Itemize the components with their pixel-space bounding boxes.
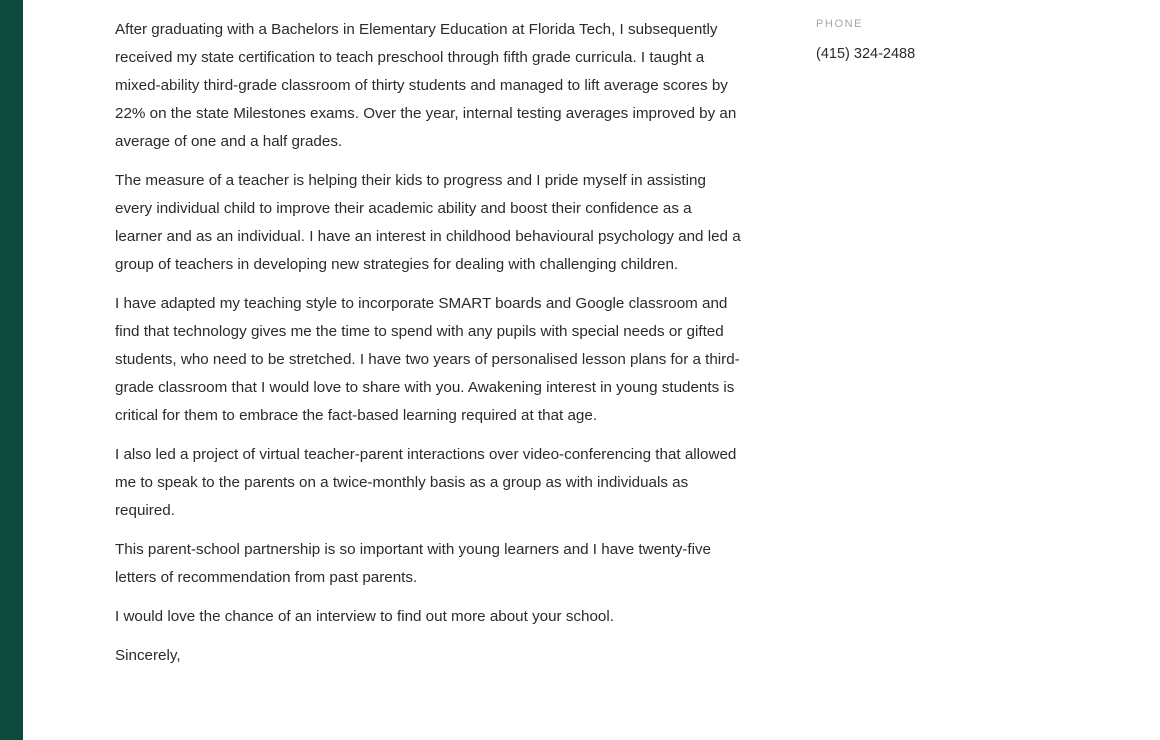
letter-body (115, 16, 743, 681)
phone-value: (415) 324-2488 (816, 46, 916, 62)
letter-closing: Sincerely, (115, 647, 181, 664)
letter-paragraph: After graduating with a Bachelors in Elementary Education at Florida Tech, I subsequently received my state certification to teach preschool through fifth grade curricula. I taught a mixed-ability third-grade classroom of thirty students and managed to lift average scores by 22% on the state Milestones exams. Over the year, internal testing averages improved by an average of one and a half grades. (115, 21, 737, 150)
letter-paragraph: I would love the chance of an interview to find out more about your school. (115, 608, 614, 625)
phone-label: PHONE (816, 18, 864, 30)
letter-paragraph: I have adapted my teaching style to incorporate SMART boards and Google classroom and find that technology gives me the time to spend with any pupils with special needs or gifted students, who need to be stretched. I have two years of personalised lesson plans for a third-grade classroom that I would love to share with you. Awakening interest in young students is critical for them to embrace the fact-based learning required at that age. (115, 295, 740, 424)
letter-paragraph: I also led a project of virtual teacher-parent interactions over video-conferencing that allowed me to speak to the parents on a twice-monthly basis as a group as with individuals as required. (115, 446, 737, 519)
letter-paragraph: The measure of a teacher is helping their kids to progress and I pride myself in assisting every individual child to improve their academic ability and boost their confidence as a learner and as an individual. I have an interest in childhood behavioural psychology and led a group of teachers in developing new strategies for dealing with challenging children. (115, 172, 741, 273)
accent-sidebar-bar (0, 0, 23, 740)
contact-sidebar (816, 16, 1116, 64)
letter-paragraph: This parent-school partnership is so important with young learners and I have twenty-five letters of recommendation from past parents. (115, 541, 711, 586)
